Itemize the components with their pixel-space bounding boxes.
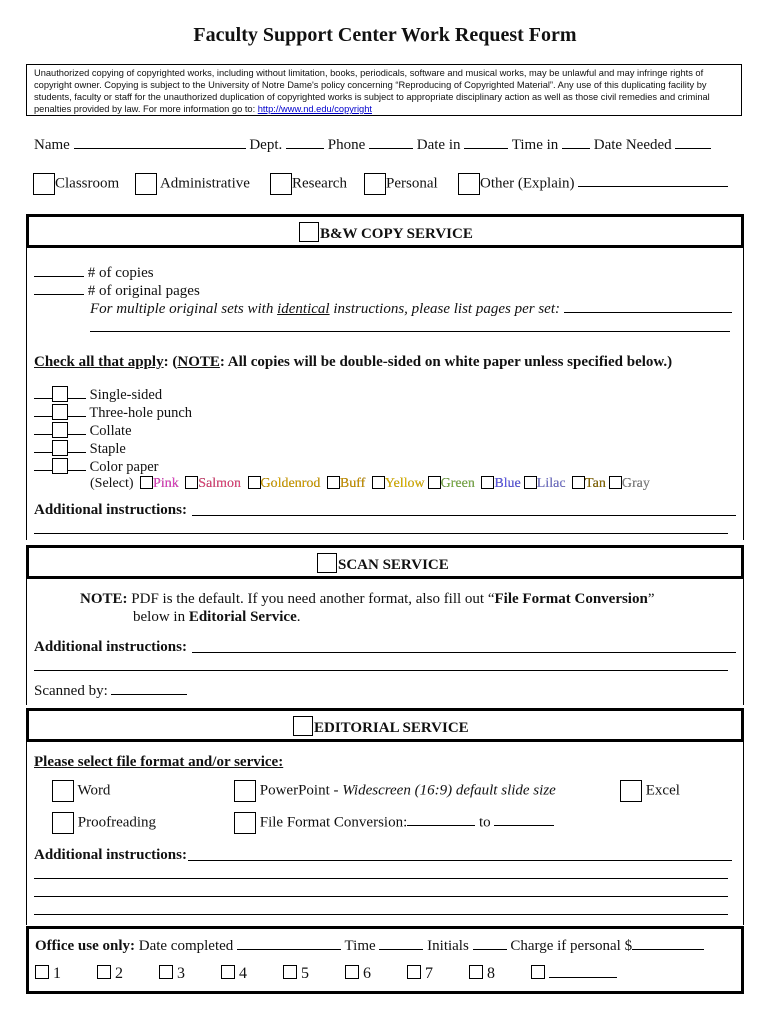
name-field[interactable] (74, 136, 246, 149)
editorial-service-title (293, 716, 469, 737)
single-sided-checkbox[interactable] (52, 386, 68, 402)
administrative-checkbox[interactable] (135, 173, 157, 195)
option-line (34, 458, 52, 471)
color-buff: Buff (339, 476, 366, 491)
word-label: Word (77, 782, 111, 799)
proofreading-label: Proofreading (77, 814, 157, 831)
conversion-to-field[interactable] (494, 813, 554, 826)
time-field[interactable] (379, 937, 423, 950)
date-in-label: Date in (416, 137, 461, 153)
number-checkbox-8[interactable] (469, 965, 483, 979)
excel-label: Excel (645, 782, 680, 799)
lilac-checkbox[interactable] (524, 476, 537, 489)
scanned-by-label: Scanned by: (34, 683, 108, 699)
number-label-3: 3 (177, 965, 185, 982)
conversion-from-field[interactable] (407, 813, 475, 826)
color-paper-checkbox[interactable] (52, 458, 68, 474)
administrative-label: Administrative (159, 175, 250, 192)
copy-service-title (299, 222, 473, 243)
copyright-notice (26, 64, 742, 116)
number-checkbox-other[interactable] (531, 965, 545, 979)
excel-checkbox[interactable] (620, 780, 642, 802)
collate-checkbox[interactable] (52, 422, 68, 438)
conversion-label: File Format Conversion: (259, 814, 408, 831)
category-classroom[interactable] (33, 173, 119, 195)
editorial-section-header (26, 708, 744, 742)
tan-checkbox[interactable] (572, 476, 585, 489)
number-label-6: 6 (363, 965, 371, 982)
multi-sets-identical: identical (277, 301, 330, 317)
num-copies-row (34, 264, 154, 282)
scan-note-quote: ” (647, 591, 655, 607)
color-green: Green (440, 476, 475, 491)
initials-label: Initials (427, 938, 469, 954)
note-text: : All copies will be double-sided on white paper unless specified below.) (219, 354, 673, 370)
scan-service-checkbox[interactable] (317, 553, 337, 573)
time-in-label: Time in (511, 137, 559, 153)
color-blue: Blue (494, 476, 521, 491)
multi-sets-row (90, 300, 732, 318)
check-all-row (34, 354, 672, 371)
office-use-box (26, 926, 744, 994)
number-checkbox-5[interactable] (283, 965, 297, 979)
other-label: Other (Explain) (480, 175, 575, 192)
number-label-1: 1 (53, 965, 61, 982)
option-line (68, 386, 86, 399)
goldenrod-checkbox[interactable] (248, 476, 261, 489)
copyright-link[interactable]: http://www.nd.edu/copyright (257, 104, 372, 114)
category-research[interactable] (270, 173, 347, 195)
powerpoint-option[interactable] (234, 780, 556, 802)
option-line (34, 422, 52, 435)
option-collate[interactable] (34, 422, 132, 440)
scan-section-header (26, 545, 744, 579)
single-sided-label: Single-sided (89, 387, 163, 403)
header-fields (34, 136, 711, 154)
initials-field[interactable] (473, 937, 507, 950)
conversion-option[interactable] (234, 812, 554, 834)
buff-checkbox[interactable] (327, 476, 340, 489)
green-checkbox[interactable] (428, 476, 441, 489)
category-other[interactable] (458, 173, 728, 195)
name-label: Name (34, 137, 70, 153)
date-completed-field[interactable] (237, 937, 341, 950)
time-in-field[interactable] (562, 136, 590, 149)
powerpoint-note: Widescreen (16:9) default slide size (342, 782, 556, 799)
scan-note-text-2: below in (133, 609, 189, 625)
yellow-checkbox[interactable] (372, 476, 385, 489)
number-checkbox-7[interactable] (407, 965, 421, 979)
research-checkbox[interactable] (270, 173, 292, 195)
scanned-by-field[interactable] (111, 682, 187, 695)
research-label: Research (292, 175, 347, 192)
conversion-to-label: to (479, 814, 491, 831)
date-needed-field[interactable] (675, 136, 711, 149)
scan-note-file-format: File Format Conversion (494, 591, 648, 607)
classroom-checkbox[interactable] (33, 173, 55, 195)
number-checkbox-1[interactable] (35, 965, 49, 979)
option-staple[interactable] (34, 440, 126, 458)
color-yellow: Yellow (384, 476, 425, 491)
number-checkbox-4[interactable] (221, 965, 235, 979)
blue-checkbox[interactable] (481, 476, 494, 489)
date-needed-label: Date Needed (593, 137, 672, 153)
staple-checkbox[interactable] (52, 440, 68, 456)
scanned-by-row (34, 682, 187, 700)
scan-service-label: SCAN SERVICE (338, 557, 449, 573)
other-checkbox[interactable] (458, 173, 480, 195)
option-line (34, 440, 52, 453)
color-paper-label: Color paper (89, 459, 159, 475)
office-use-label: Office use only: (35, 938, 135, 954)
note-paren: : ( (163, 354, 178, 370)
pink-checkbox[interactable] (140, 476, 153, 489)
number-checkbox-3[interactable] (159, 965, 173, 979)
date-in-field[interactable] (464, 136, 508, 149)
copy-section-header (26, 214, 744, 248)
form-title: Faculty Support Center Work Request Form (193, 24, 577, 46)
phone-field[interactable] (369, 136, 413, 149)
option-single-sided[interactable] (34, 386, 162, 404)
num-originals-field[interactable] (34, 282, 84, 295)
multi-sets-text-end: instructions, please list pages per set: (329, 301, 560, 317)
scan-note (80, 591, 655, 608)
other-explain-field[interactable] (578, 174, 728, 187)
num-copies-field[interactable] (34, 264, 84, 277)
three-hole-checkbox[interactable] (52, 404, 68, 420)
charge-field[interactable] (632, 937, 704, 950)
scan-note-label: NOTE: (80, 591, 128, 607)
editorial-additional-line-1[interactable] (188, 860, 732, 861)
option-line (68, 422, 86, 435)
option-three-hole[interactable] (34, 404, 192, 422)
select-format-label: Please select file format and/or service: (34, 754, 284, 770)
number-label-4: 4 (239, 965, 247, 982)
staple-label: Staple (89, 441, 126, 457)
num-copies-label: # of copies (87, 265, 154, 281)
color-pink: Pink (153, 476, 179, 491)
number-label-7: 7 (425, 965, 433, 982)
scan-note-editorial: Editorial Service (188, 609, 297, 625)
phone-label: Phone (327, 137, 366, 153)
scan-additional-line-1[interactable] (192, 652, 736, 653)
collate-label: Collate (89, 423, 132, 439)
color-gray: Gray (621, 476, 650, 491)
powerpoint-label: PowerPoint - (259, 782, 343, 799)
word-option[interactable] (52, 780, 110, 802)
personal-checkbox[interactable] (364, 173, 386, 195)
charge-label: Charge if personal $ (510, 938, 633, 954)
conversion-checkbox[interactable] (234, 812, 256, 834)
option-line (68, 458, 86, 471)
editorial-additional-line-3[interactable] (34, 896, 728, 897)
notice-text: Unauthorized copying of copyrighted works, including without limitation, books, periodicals, software and musical works, may be unlawful and may infringe rights of copyright owner. Copying is subject to the University of Notre Dame's policy concerning “Reproducing of Copyrighted Material”. Any use of this duplicating facility by students, faculty or staff for the unauthorized duplication of copyrighted works is subject to appropriate disciplinary action as well as those civil remedies and criminal penalties provided by law. For more information go to: (34, 68, 710, 114)
editorial-service-checkbox[interactable] (293, 716, 313, 736)
note-word: NOTE (177, 354, 220, 370)
option-line (34, 404, 52, 417)
office-use-row (35, 937, 704, 955)
check-all-label: Check all that apply (34, 354, 164, 370)
copy-service-checkbox[interactable] (299, 222, 319, 242)
scan-additional-line-2[interactable] (34, 670, 728, 671)
three-hole-label: Three-hole punch (89, 405, 193, 421)
dept-label: Dept. (249, 137, 283, 153)
scan-additional-label: Additional instructions: (34, 639, 187, 655)
date-completed-label: Date completed (138, 938, 234, 954)
number-checkbox-2[interactable] (97, 965, 111, 979)
classroom-label: Classroom (55, 175, 120, 192)
office-number-row (35, 965, 617, 983)
option-line (68, 440, 86, 453)
select-label: (Select) (90, 476, 134, 491)
scan-note-line-2 (133, 609, 300, 626)
copy-service-label: B&W COPY SERVICE (320, 226, 473, 242)
copy-additional-label: Additional instructions: (34, 502, 187, 518)
editorial-additional-label: Additional instructions: (34, 847, 187, 863)
copy-additional-line-2[interactable] (34, 533, 728, 534)
excel-option[interactable] (620, 780, 680, 802)
proofreading-option[interactable] (52, 812, 156, 834)
color-goldenrod: Goldenrod (260, 476, 321, 491)
salmon-checkbox[interactable] (185, 476, 198, 489)
dept-field[interactable] (286, 136, 324, 149)
category-personal[interactable] (364, 173, 438, 195)
color-tan: Tan (585, 476, 606, 491)
powerpoint-checkbox[interactable] (234, 780, 256, 802)
editorial-additional-line-2[interactable] (34, 878, 728, 879)
scan-note-text: PDF is the default. If you need another format, also fill out “ (131, 591, 495, 607)
color-salmon: Salmon (198, 476, 241, 491)
number-label-8: 8 (487, 965, 495, 982)
color-options (90, 476, 650, 492)
copy-additional-line-1[interactable] (192, 515, 736, 516)
pages-per-set-field[interactable] (564, 300, 732, 313)
gray-checkbox[interactable] (609, 476, 622, 489)
option-color-paper[interactable] (34, 458, 158, 476)
num-originals-row (34, 282, 200, 300)
word-checkbox[interactable] (52, 780, 74, 802)
color-lilac: Lilac (536, 476, 566, 491)
option-line (68, 404, 86, 417)
scan-note-period: . (296, 609, 301, 625)
number-label-5: 5 (301, 965, 309, 982)
number-label-2: 2 (115, 965, 123, 982)
num-originals-label: # of original pages (87, 283, 200, 299)
proofreading-checkbox[interactable] (52, 812, 74, 834)
option-line (34, 386, 52, 399)
personal-label: Personal (386, 175, 438, 192)
number-checkbox-6[interactable] (345, 965, 359, 979)
editorial-service-label: EDITORIAL SERVICE (314, 720, 469, 736)
other-number-field[interactable] (549, 965, 617, 978)
editorial-additional-line-4[interactable] (34, 914, 728, 915)
scan-service-title (317, 553, 449, 574)
multi-sets-text: For multiple original sets with (90, 301, 278, 317)
time-label: Time (344, 938, 376, 954)
category-administrative[interactable] (135, 173, 250, 195)
pages-per-set-line-2[interactable] (90, 331, 730, 332)
